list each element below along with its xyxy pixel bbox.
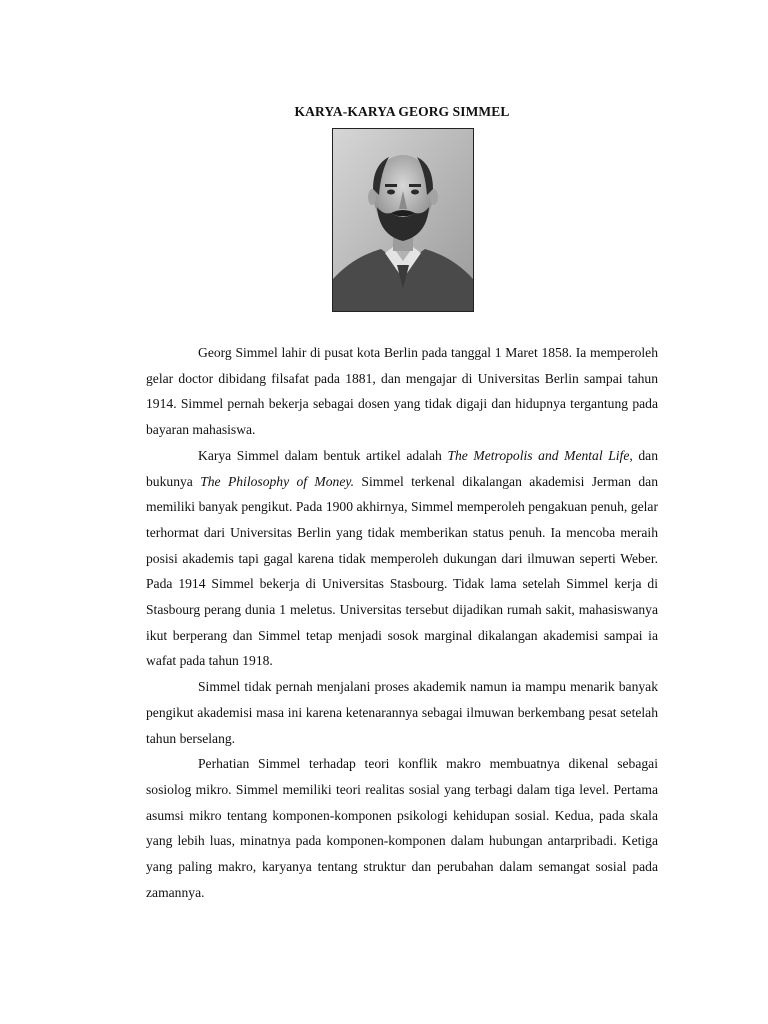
paragraph-1: Georg Simmel lahir di pusat kota Berlin pada tanggal 1 Maret 1858. Ia memperoleh gelar doctor dibidang filsafat pada 1881, dan mengajar di Universitas Berlin sampai tahun 1914. Simmel pernah bekerja sebagai dosen yang tidak digaji dan hidupnya tergantung pada bayaran mahasiswa. [146,345,658,438]
paragraph-2-text-3: Simmel terkenal dikalangan akademisi Jerman dan memiliki banyak pengikut. Pada 1900 akhirnya, Simmel memperoleh pengakuan penuh, gelar terhormat dari Universitas Berlin yang tidak memberikan status penuh. Ia mencoba meraih posisi akademis tapi gagal karena tidak memperoleh dukungan dari ilmuwan seperti Weber. Pada 1914 Simmel bekerja di Universitas Stasbourg. Tidak lama setelah Simmel kerja di Stasbourg perang dunia 1 meletus. Universitas tersebut dijadikan rumah sakit, mahasiswanya ikut berperang dan Simmel tetap menjadi sosok marginal dikalangan akademisi sampai ia wafat pada tahun 1918. [146,473,658,669]
work-title-metropolis: The Metropolis and Mental Life [447,447,630,463]
work-title-philosophy-of-money: The Philosophy of Money. [200,473,355,489]
paragraph-2-text-1: Karya Simmel dalam bentuk artikel adalah [198,447,448,463]
paragraph-2-text-2: , dan bukunya [146,447,658,489]
article-body [146,340,658,905]
paragraph-3: Simmel tidak pernah menjalani proses akademik namun ia mampu menarik banyak pengikut akademisi masa ini karena ketenarannya sebagai ilmuwan berkembang pesat setelah tahun berselang. [146,679,658,746]
paragraph-2 [146,443,658,674]
page-title: KARYA-KARYA GEORG SIMMEL [294,104,510,119]
portrait-photo-icon [332,128,474,312]
paragraph-4: Perhatian Simmel terhadap teori konflik makro membuatnya dikenal sebagai sosiolog mikro. Simmel memiliki teori realitas sosial yang terbagi dalam tiga level. Pertama asumsi mikro tentang komponen-komponen psikologi kehidupan sosial. Kedua, pada skala yang lebih luas, minatnya pada komponen-komponen dalam hubungan antarpribadi. Ketiga yang paling makro, karyanya tentang struktur dan perubahan dalam semangat sosial pada zamannya. [146,756,658,900]
